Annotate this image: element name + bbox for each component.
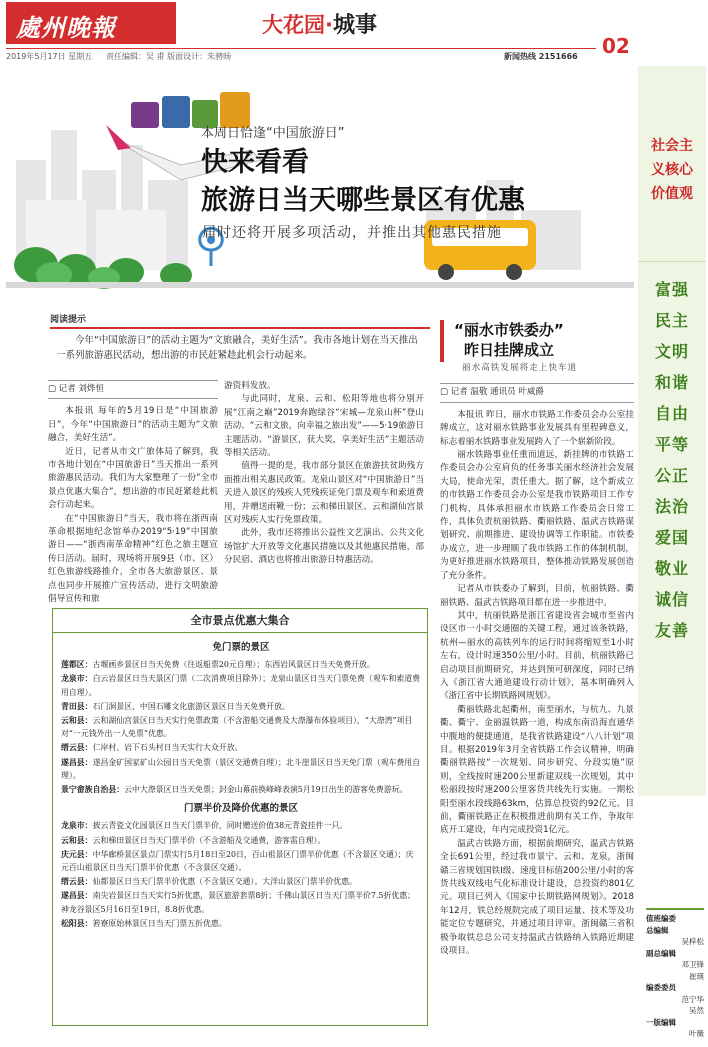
tourism-article-mid xyxy=(224,380,424,602)
credit-role: 一版编辑 xyxy=(646,1017,676,1027)
offer-text: 云和梯田景区日当天门票半价（不含游船及交通费，游客需自理）。 xyxy=(92,835,326,845)
staff-credits xyxy=(646,908,704,1040)
section-title: 大花园·城事 xyxy=(262,12,377,38)
scenic-spot-item xyxy=(61,741,421,754)
info-bar xyxy=(6,48,596,62)
scenic-spot-item xyxy=(61,917,421,930)
offer-text: 云中大漈景区日当天免票；封金山幕前换峰峰表演5月19日出生的游客免费游玩。 xyxy=(124,785,408,795)
offer-text: 披云青瓷文化园景区日当天门票半价，同时赠送价值38元青瓷挂件一只。 xyxy=(92,821,348,831)
core-value: 法治 xyxy=(654,497,689,516)
headline-deck: 届时还将开展多项活动，并推出其他惠民措施 xyxy=(202,225,502,241)
article-paragraph: 记者从市铁委办了解到，目前，杭丽铁路、衢丽铁路、温武吉铁路项目都在进一步推进中。 xyxy=(440,584,634,608)
article-paragraph: 值得一提的是，我市部分景区在旅游扶贫助残方面推出相关惠民政策。龙泉山景区对“中国旅游日”当天进入景区的残疾人凭残疾证免门票及观车和索道费用，并赠送雨靴一份；云和梯田景区、云和湖仙宫景区对残疾人实行免票政策。 xyxy=(224,461,424,526)
reading-tip xyxy=(50,312,430,364)
core-value: 自由 xyxy=(654,404,689,423)
article-paragraph: 温武吉铁路方面，根据前期研究，温武吉铁路全长691公里，经过我市景宁、云和、龙泉，浙闽赣三省规划国铁Ⅰ级、速度目标值200公里/小时的客货共线双线电气化标准设计建设，总投资约801亿元。项目已列入《国家中长期铁路网规划》。2018年12月，铁总经规院完成了项目运量、技术等及功能定位专题研究，并通过项目评审。浙闽赣三省积极争取铁总总公司支持温武吉铁路纳入铁路近期建设项目。 xyxy=(440,838,634,957)
core-value: 文明 xyxy=(654,342,689,361)
core-value: 民主 xyxy=(654,311,689,330)
core-value: 和谐 xyxy=(654,373,689,392)
scenic-spot-item xyxy=(61,834,421,847)
free-list xyxy=(61,658,421,796)
scenic-spot-item xyxy=(61,889,421,915)
issue-date: 2019年5月17日 星期五 xyxy=(6,52,93,61)
county-label: 松阳县： xyxy=(61,918,93,928)
county-label: 莲都区： xyxy=(61,660,93,670)
article-paragraph: 近日，记者从市文广旅体局了解到，我市各地计划在“中国旅游日”当天推出一系列旅游惠民活动。我们为大家整理了一份“全市景点优惠大集合”，想出游的市民赶紧趁此机会行动起来。 xyxy=(48,446,218,511)
discount-box-body xyxy=(61,635,421,931)
credit-name: 吴然 xyxy=(689,1006,704,1015)
scenic-spot-item xyxy=(61,819,421,832)
headline-kicker: 本周日恰逢“中国旅游日” xyxy=(201,126,345,141)
scenic-spot-item xyxy=(61,658,421,671)
free-section-heading: 免门票的景区 xyxy=(212,642,270,653)
article-paragraph: 在“中国旅游日”当天，我市将在浙西南革命根据地纪念馆举办2019“5·19”中国旅游日——“浙西南革命精神”红色之旅主题宣传日活动。届时，现场将开展9县（市、区）红色旅游线路推介，全市各大旅游景区、景点也同步开展推广宣传活动，进行文明旅游倡导宣传和旅 xyxy=(48,513,218,605)
offer-text: 云和湖仙宫景区日当天实行免票政策（不含游船交通费及大漈瀑布体验项目），“大漈湾”项目对“一元钱外出一人免票”优惠。 xyxy=(61,716,413,739)
county-label: 缙云县： xyxy=(61,743,93,753)
core-value: 敬业 xyxy=(654,559,689,578)
railway-article xyxy=(440,320,634,1047)
section-name: 大花园 xyxy=(262,13,325,37)
core-value: 诚信 xyxy=(654,590,689,609)
county-label: 遂昌县： xyxy=(61,891,93,901)
scenic-spot-item xyxy=(61,875,421,888)
reading-tip-label: 阅读提示 xyxy=(50,312,430,329)
county-label: 云和县： xyxy=(61,716,93,726)
core-value: 友善 xyxy=(654,621,689,640)
county-label: 缙云县： xyxy=(61,877,93,887)
hero-banner xyxy=(6,70,634,310)
credit-name: 邓卫锋 xyxy=(681,960,704,969)
offer-text: 箬寮原始林景区日当天门票五折优惠。 xyxy=(92,918,227,928)
article-paragraph: 此外，我市还将推出公益性文艺演出、公共文化场馆扩大开放等文化惠民措施以及其他惠民措施，部分民宿、酒店也将推出旅游日特惠活动。 xyxy=(224,528,424,566)
credit-name: 吴梓松 xyxy=(681,937,704,946)
scenic-spot-item xyxy=(61,700,421,713)
scenic-spot-item xyxy=(61,714,421,740)
credit-role: 总编辑 xyxy=(646,925,669,935)
offer-text: 遂昌金矿国家矿山公园日当天免票（景区交通费自理）；北斗崖景区日当天免门票（观车费用自理）。 xyxy=(61,757,421,780)
county-label: 青田县： xyxy=(61,701,93,711)
credit-name: 叶薇 xyxy=(689,1029,704,1038)
article-paragraph: 其中，杭丽铁路是浙江省建设省会城市至省内设区市一小时交通圈的关键工程，通过该条铁路，杭州—丽水的高铁列车的运行时间将缩短至1小时左右，设计时速350公里/小时。目前，杭丽铁路已启动项目前期研究，并达到预可研深度，同时已纳入《浙江省大通道建设行动计划》，基本明确列入《浙江省中长期铁路网规划》。 xyxy=(440,610,634,702)
county-label: 龙泉市： xyxy=(61,674,93,684)
half-price-list xyxy=(61,819,421,930)
scenic-spot-item xyxy=(61,783,421,796)
county-label: 云和县： xyxy=(61,835,93,845)
article-paragraph: 本报讯 昨日，丽水市铁路工作委员会办公室挂牌成立，这对丽水铁路事业发展具有里程碑意义，标志着丽水铁路事业发展跨入了一个崭新阶段。 xyxy=(440,409,634,447)
county-label: 遂昌县： xyxy=(61,757,93,767)
offer-text: 仙都景区日当天门票半价优惠（不含景区交通）。大洋山景区门票半价优惠。 xyxy=(92,877,357,887)
county-label: 龙泉市： xyxy=(61,821,93,831)
masthead xyxy=(0,0,708,60)
news-hotline: 新闻热线 2151666 xyxy=(504,52,578,61)
core-values-banner xyxy=(638,66,706,796)
reading-tip-text: 今年“中国旅游日”的活动主题为“文旅融合，美好生活”。我市各地计划在当天推出一系列旅游惠民活动，想出游的市民赶紧趁此机会行动起来。 xyxy=(56,335,418,361)
scenic-spot-item xyxy=(61,848,421,874)
discount-box xyxy=(52,608,428,1026)
credit-role: 编委委员 xyxy=(646,983,676,992)
offer-text: 中华廊桥景区景点门票实行5月18日至20日，百山祖景区门票半价优惠（不含景区交通）；庆元百山祖景区日当天门票半价优惠（不含景区交通）。 xyxy=(61,849,414,873)
core-values-heading-block xyxy=(638,66,706,262)
article-paragraph: 衢丽铁路北起衢州，南至丽水，与杭九、九景衢、衢宁、金丽温铁路一道，构成东南沿海直通华中腹地的便捷通道，是我省铁路建设“八八计划”项目。根据2019年3月全省铁路工作会议精神，明确衢丽铁路按“一次规划、同步研究、分段实施”原则，全线按时速200公里新建双线一次规划，其中松丽段按时速200公里客货共线先行实施。一期松阳至丽水段线路63km，估算总投资约92亿元。目前，衢丽铁路正在积极推进前期有关工作，争取年底开工建设，年内完成投资1亿元。 xyxy=(440,704,634,836)
credit-role: 值班编委 xyxy=(646,914,676,923)
offer-text: 南尖岩景区日当天实行5折优惠，景区旅游套票8折；千佛山景区日当天门票半价7.5折优惠；神龙谷景区5月16日至19日，8.8折优惠。 xyxy=(61,891,416,914)
offer-text: 仁岸村、岩下石头村日当天实行大众开放。 xyxy=(92,743,243,753)
article-paragraph: 丽水铁路事业任重而道远，新挂牌的市铁路工作委员会办公室肩负的任务事关丽水经济社会发展大局，使命光荣，责任重大。据了解，这个新成立的市铁路工作委员会办公室是我市铁路项目工作专门机构，具体承担丽水市铁路工作委员会日常工作，具体负责杭丽铁路、衢丽铁路、温武吉铁路谋划研究、前期推进、建设协调等工作职能。市铁委办成立，进一步理顺了我市铁路工作的体制机制，为更好推进丽水铁路项目，整体推动铁路发展创造了充分条件。 xyxy=(440,450,634,581)
section-sub: 城事 xyxy=(332,12,377,38)
county-label: 庆元县： xyxy=(61,849,93,859)
core-values-list xyxy=(638,274,706,646)
core-value: 平等 xyxy=(654,435,689,454)
tourism-article-left xyxy=(48,380,218,605)
county-label: 景宁畲族自治县： xyxy=(61,785,125,795)
page-number: 02 xyxy=(602,34,630,58)
core-value: 爱国 xyxy=(654,528,689,547)
credit-role: 副总编辑 xyxy=(646,948,676,958)
newspaper-logo: 處州晚報 xyxy=(6,2,176,44)
credit-name: 崔瑛 xyxy=(689,971,704,981)
core-value: 公正 xyxy=(654,466,689,485)
main-headline: 快来看看 旅游日当天哪些景区有优惠 xyxy=(201,147,525,216)
credit-name: 范宁华 xyxy=(681,994,704,1004)
article-paragraph: 与此同时，龙泉、云和、松阳等地也将分别开展“江南之巅”2019奔跑绿谷“宋城—龙泉山杯”登山活动、“云和文旅，向幸福之旅出发”——5·19旅游日主题活动、“游景区，获大奖，享美好生活”主题活动等相关活动。 xyxy=(224,394,424,459)
article-paragraph: 游资料发放。 xyxy=(224,381,276,391)
railway-deck: 丽水高铁发展将走上快车道 xyxy=(462,363,578,373)
core-value: 富强 xyxy=(654,280,689,299)
article-paragraph: 本报讯 每年的5月19日是“中国旅游日”，今年“中国旅游日”的活动主题为“文旅融合，美好生活”。 xyxy=(48,406,218,444)
half-section-heading: 门票半价及降价优惠的景区 xyxy=(183,803,298,815)
byline: ▢ 记者 温敬 通讯员 叶威爵 xyxy=(440,383,634,402)
offer-text: 石门洞景区、中国石雕文化旅游区景区日当天免费开放。 xyxy=(92,701,290,711)
scenic-spot-item xyxy=(61,756,421,782)
byline: ▢ 记者 刘烨恒 xyxy=(48,380,218,399)
offer-text: 白云岩景区日当天景区门票（二次消费项目除外）；龙泉山景区日当天门票免费（观车和索道费用自理）。 xyxy=(61,674,421,697)
railway-headline: “丽水市铁委办” 昨日挂牌成立 xyxy=(454,321,564,359)
scenic-spot-item xyxy=(61,672,421,698)
editor-credits: 责任编辑：吴 甫 版面设计：朱骋旸 xyxy=(106,52,232,61)
headline-accent-bar xyxy=(440,320,444,362)
discount-box-title: 全市景点优惠大集合 xyxy=(53,609,427,633)
offer-text: 古堰画乡景区日当天免费（往返船票20元自理）；东西岩风景区日当天免费开放。 xyxy=(92,660,375,670)
core-values-heading: 社会主义核心价值观 xyxy=(651,138,693,202)
